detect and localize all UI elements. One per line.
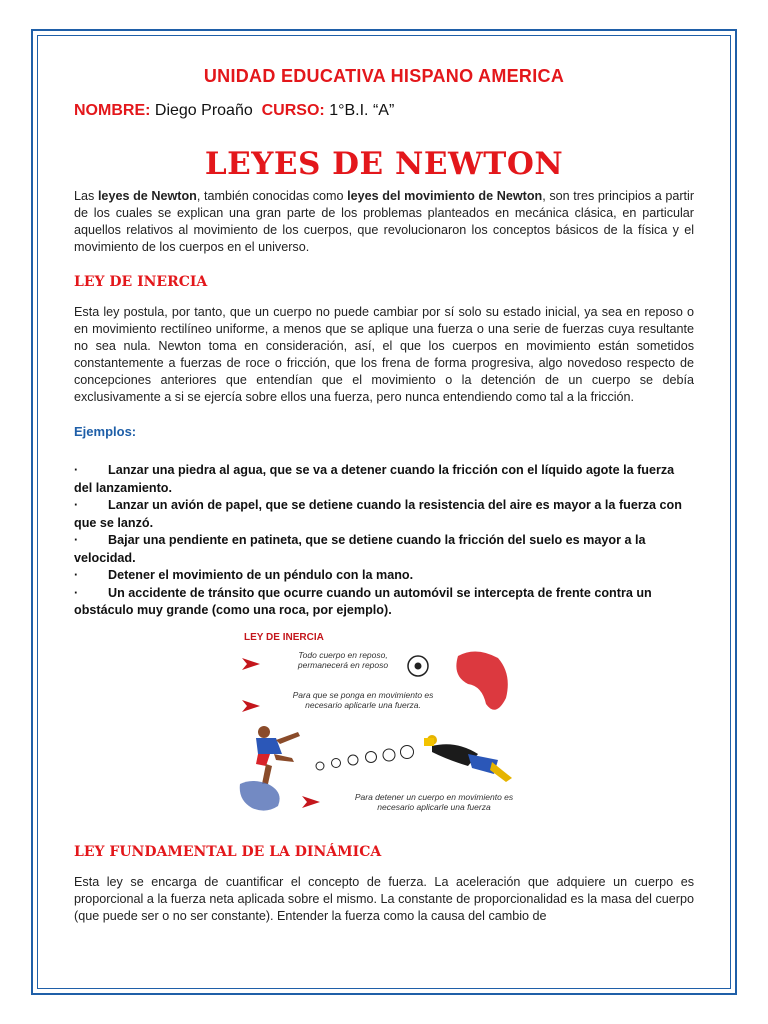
ball-trail [316, 745, 414, 770]
inercia-paragraph: Esta ley postula, por tanto, que un cuerpo no puede cambiar por sí solo su estado inicial, ya sea en reposo o en movimiento rectilíneo uniforme, a menos que se aplique una fuerza o una serie de fuerzas cuya resultante no sea nula. Newton toma en consideración, así, el que los cuerpos en movimiento están sometidos constantemente a fuerzas de roce o fricción, que los frena de forma progresiva, algo novedoso respecto de concepciones anteriores que entendían que el movimiento o la detención de un cuerpo se debía exclusivamente a si se ejercía sobre ellos una fuerza, pero nunca entendiendo como tal a la fricción. [74, 305, 694, 404]
illustration-caption-1: Todo cuerpo en reposo, permanecerá en reposo [297, 649, 389, 670]
example-text: Detener el movimiento de un péndulo con la mano. [108, 568, 414, 582]
blue-texture-shape [240, 781, 280, 811]
bullet: · [74, 585, 79, 600]
intro-text-3: , son tres principios a partir de los cuales se explican una gran parte de los problemas planteados en mecánica clásica, en particular aquellos relativos al movimiento de los cuerpos, que revolucionaron los conceptos básicos de la física y el movimiento de los cuerpos en el universo. [74, 189, 695, 254]
intro-text-2: , también conocidas como [196, 189, 348, 203]
bullet: · [74, 568, 79, 582]
illustration-caption-2: Para que se ponga en movimiento es necesario aplicarle una fuerza. [292, 689, 434, 710]
intro-bold-1: leyes de Newton [97, 189, 197, 203]
student-info [74, 102, 694, 124]
document-title: LEYES DE NEWTON [204, 146, 564, 182]
list-item [74, 532, 694, 567]
bullet: · [74, 463, 79, 477]
inertia-illustration [236, 628, 526, 824]
section-heading-dinamica: LEY FUNDAMENTAL DE LA DINÁMICA [74, 843, 382, 860]
illustration-caption-3: Para detener un cuerpo en movimiento es necesario aplicarle una fuerza [354, 791, 514, 812]
arrow-1 [242, 658, 260, 670]
illustration-title: LEY DE INERCIA [244, 631, 324, 643]
list-item [74, 497, 694, 532]
intro-bold-2: leyes del movimiento de Newton [347, 189, 543, 203]
example-text: Bajar una pendiente en patineta, que se detiene cuando la fricción del suelo es mayor a la velocidad. [74, 533, 646, 565]
school-name: UNIDAD EDUCATIVA HISPANO AMERICA [203, 66, 565, 86]
list-item [74, 585, 694, 620]
document-content [74, 66, 694, 925]
bullet: · [74, 533, 79, 547]
course-value: 1°B.I. “A” [329, 102, 395, 119]
name-label: NOMBRE: [74, 102, 151, 119]
name-value: Diego Proaño [154, 102, 253, 119]
bullet: · [74, 498, 79, 512]
red-texture-shape [456, 651, 507, 709]
examples-heading: Ejemplos: [74, 424, 137, 439]
intro-text-1: Las [74, 189, 98, 203]
soccer-ball-icon [408, 656, 428, 676]
goalkeeper-icon [424, 735, 512, 782]
course-label: CURSO: [261, 102, 325, 119]
list-item [74, 462, 694, 497]
example-text: Lanzar una piedra al agua, que se va a detener cuando la fricción con el líquido agote la fuerza del lanzamiento. [74, 463, 675, 495]
arrow-2 [242, 700, 260, 712]
examples-list [74, 462, 694, 620]
intro-paragraph [74, 188, 694, 256]
list-item [74, 567, 694, 585]
example-text: Un accidente de tránsito que ocurre cuando un automóvil se intercepta de frente contra un obstáculo muy grande (como una roca, por ejemplo). [74, 585, 652, 617]
section-heading-inercia: LEY DE INERCIA [74, 274, 208, 290]
kicking-player-icon [256, 726, 300, 784]
dinamica-paragraph: Esta ley se encarga de cuantificar el concepto de fuerza. La aceleración que adquiere un cuerpo es proporcional a la fuerza neta aplicada sobre el mismo. La constante de proporcionalidad es la masa del cuerpo (que puede ser o no ser constante). Entender la fuerza como la causa del cambio de [74, 874, 694, 923]
example-text: Lanzar un avión de papel, que se detiene cuando la resistencia del aire es mayor a la fuerza con que se lanzó. [74, 498, 682, 530]
arrow-3 [302, 796, 320, 808]
